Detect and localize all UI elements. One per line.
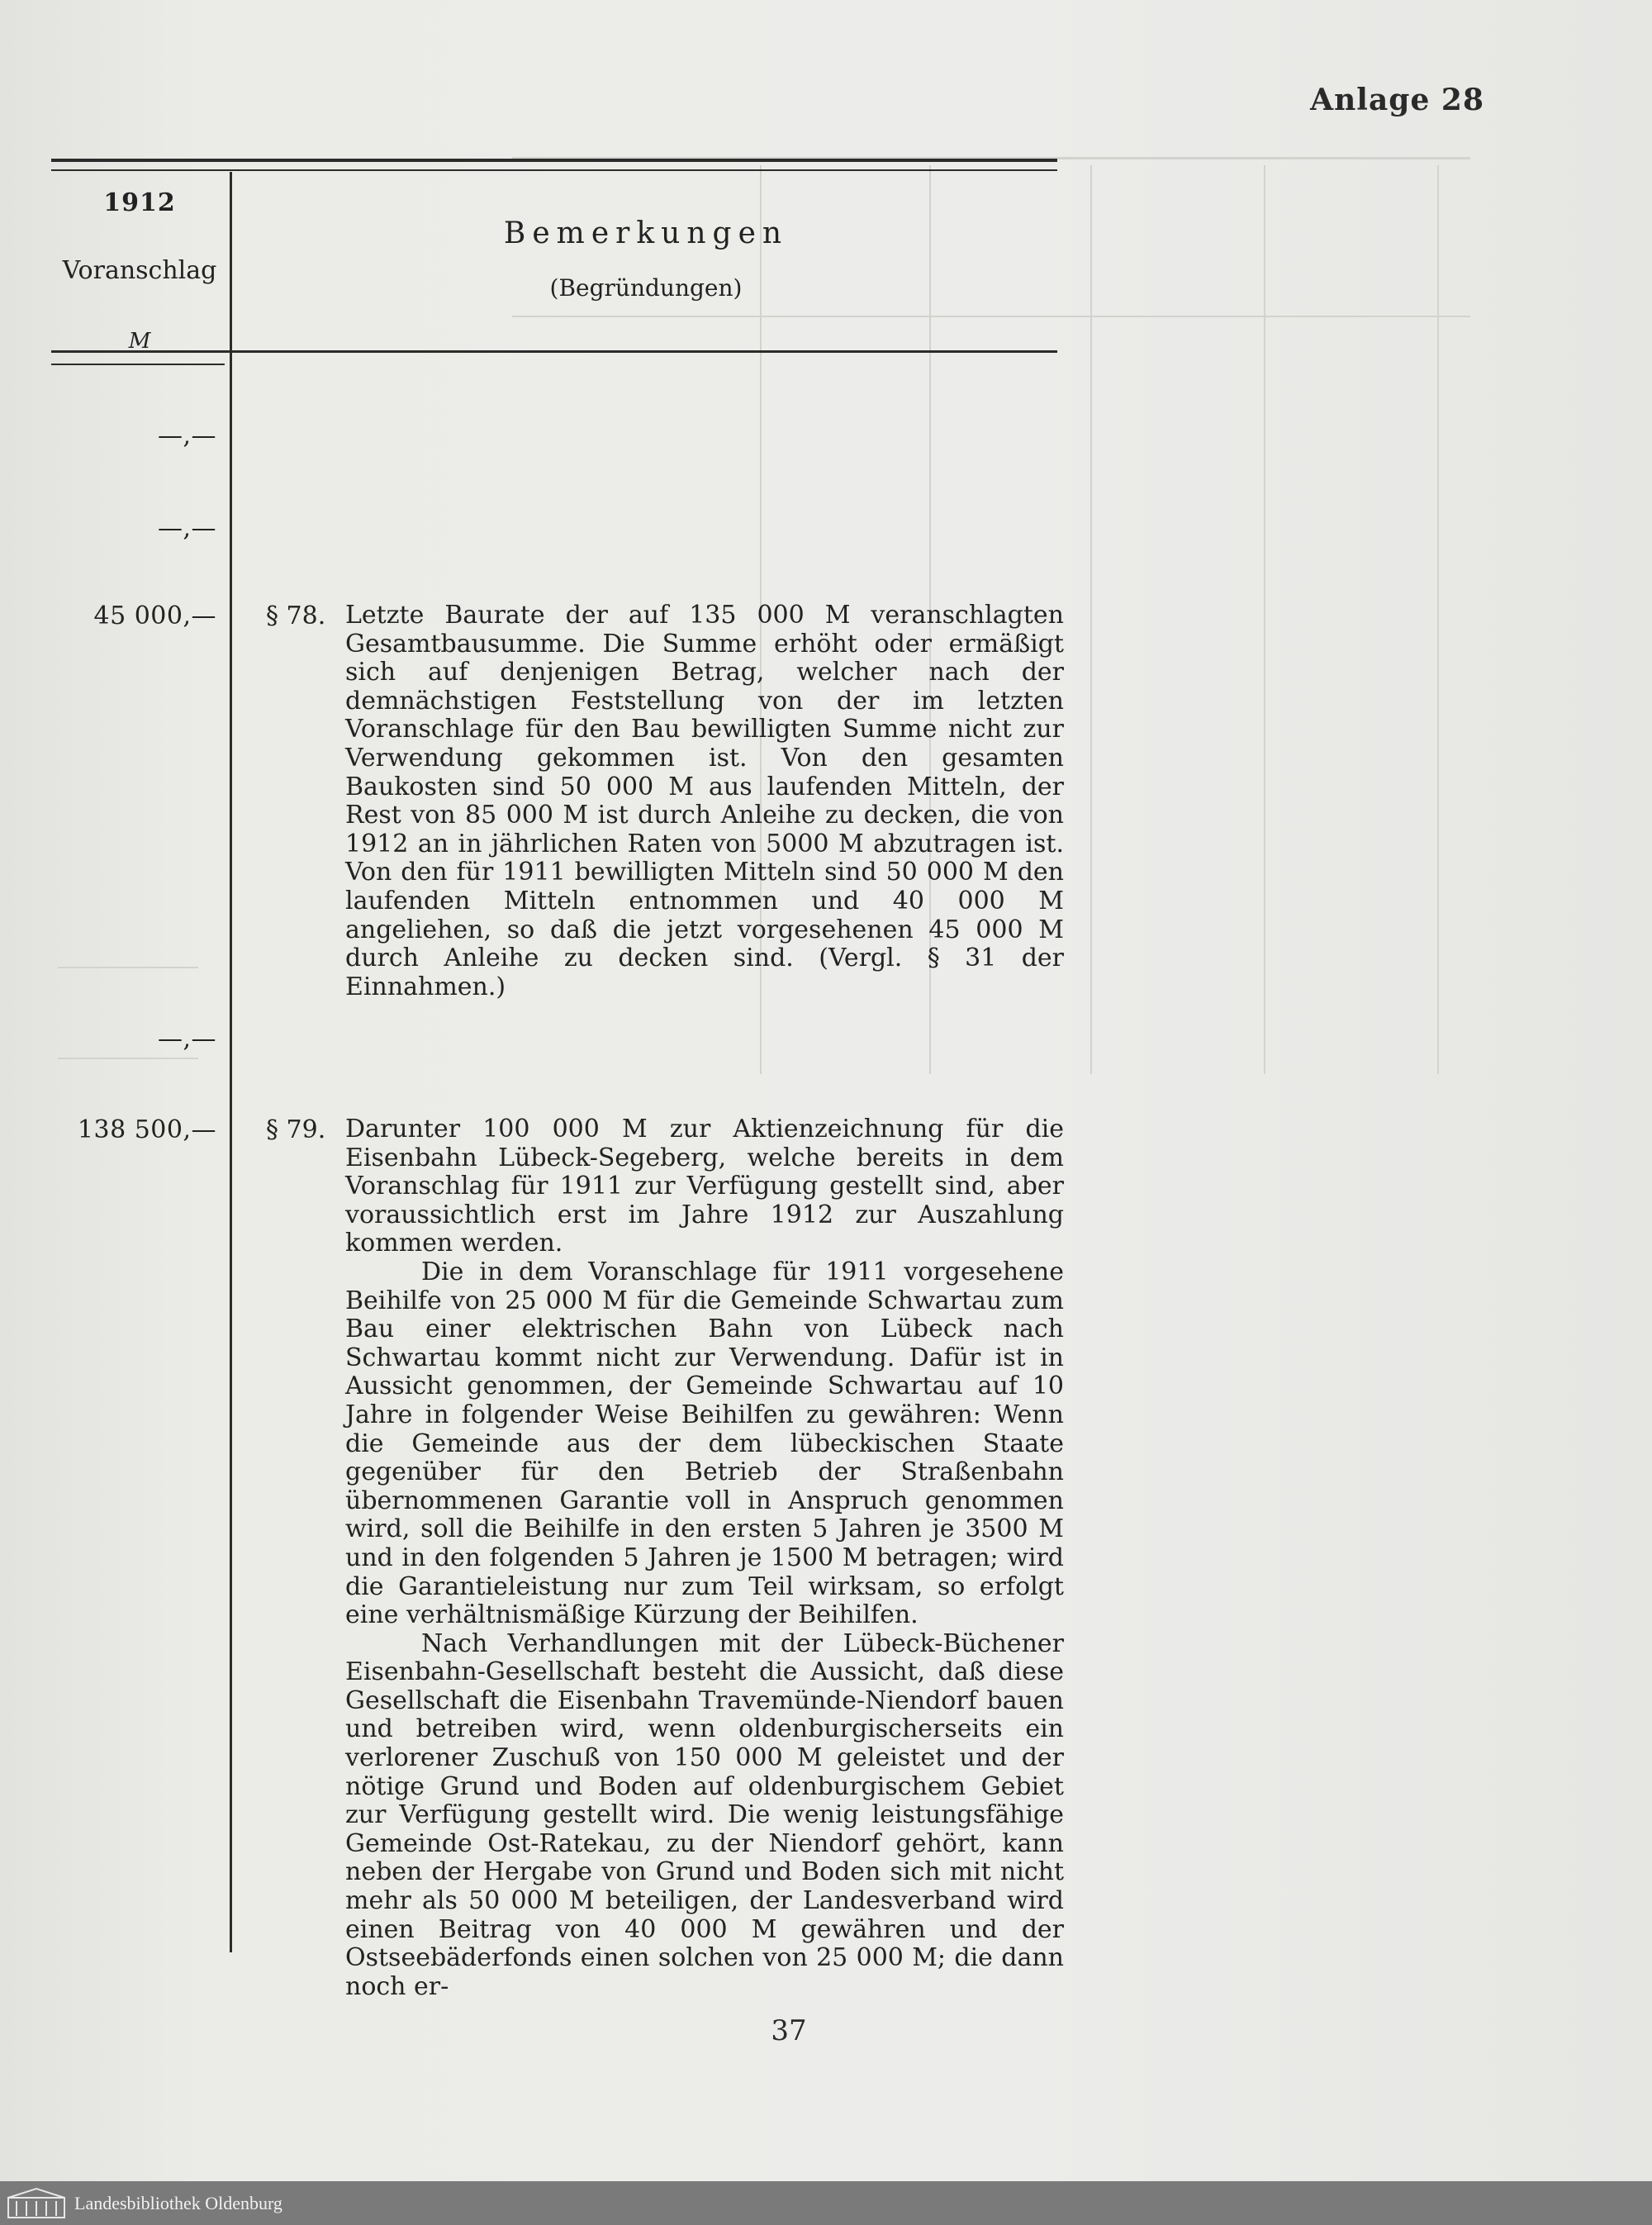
amount-cell: —,— [157, 1025, 216, 1053]
amount-cell: 45 000,— [93, 601, 216, 630]
header-top-rule [51, 159, 1057, 162]
amount-cell: —,— [157, 421, 216, 450]
ghost-rule [1090, 165, 1092, 1074]
library-building-icon [7, 2186, 66, 2219]
remarks-paragraph: Nach Verhandlungen mit der Lübeck-Büchener Eisenbahn-Gesellschaft besteht die Aussicht, daß diese Gesellschaft die Eisenbahn Travemünde-Niendorf bauen und betreiben wird, wenn oldenburgischerseits ein verlorener Zuschuß von 150 000 M geleistet und der nötige Grund und Boden auf oldenburgischem Gebiet zur Verfügung gestellt wird. Die wenig leistungsfähige Gemeinde Ost-Ratekau, zu der Niendorf gehört, kann neben der Hergabe von Grund und Boden sich mit nicht mehr als 50 000 M beteiligen, der Landesverband wird einen Beitrag von 40 000 M gewähren und der Ostseebäderfonds einen solchen von 25 000 M; die dann noch er- [345, 1628, 1064, 2001]
section-number: § 79. [266, 1115, 326, 1144]
ghost-rule [1437, 165, 1439, 1074]
section-number: § 78. [266, 601, 326, 630]
header-top-rule-thin [51, 169, 1057, 171]
page-number: 37 [771, 2014, 807, 2047]
remarks-column-subheading: (Begründungen) [549, 274, 743, 302]
year-heading: 1912 [103, 188, 176, 217]
ghost-rule [512, 316, 1470, 317]
header-divider [51, 364, 225, 365]
ghost-rule [58, 1058, 198, 1059]
remarks-column-heading: Bemerkungen [503, 216, 789, 250]
remarks-paragraph: Letzte Baurate der auf 135 000 M veranschlagten Gesamtbausumme. Die Summe erhöht oder ermäßigt sich auf denjenigen Betrag, welcher nach der demnächstigen Feststellung von der im letzten Voranschlage für den Bau bewilligten Summe nicht zur Verwendung gekommen ist. Von den gesamten Baukosten sind 50 000 M aus laufenden Mitteln, der Rest von 85 000 M ist durch Anleihe zu decken, die von 1912 an in jährlichen Raten von 5000 M abzutragen ist. Von den für 1911 bewilligten Mitteln sind 50 000 M den laufenden Mitteln entnommen und 40 000 M angeliehen, so daß die jetzt vorgesehenen 45 000 M durch Anleihe zu decken sind. (Vergl. § 31 der Einnahmen.) [345, 601, 1064, 1001]
appendix-label: Anlage 28 [1310, 83, 1484, 117]
ghost-rule [1264, 165, 1265, 1074]
remarks-text [345, 1115, 1064, 2001]
remarks-text [345, 601, 1064, 1001]
library-footer-bar [0, 2181, 1652, 2225]
remarks-paragraph: Darunter 100 000 M zur Aktienzeichnung für die Eisenbahn Lübeck-Segeberg, welche bereits in dem Voranschlag für 1911 zur Verfügung gestellt sind, aber voraussichtlich erst im Jahre 1912 zur Auszahlung kommen werden. [345, 1115, 1064, 1258]
ghost-rule [58, 967, 198, 968]
remarks-paragraph: Die in dem Voranschlage für 1911 vorgesehene Beihilfe von 25 000 M für die Gemeinde Schwartau zum Bau einer elektrischen Bahn von Lübeck nach Schwartau kommt nicht zur Verwendung. Dafür ist in Aussicht genommen, der Gemeinde Schwartau auf 10 Jahre in folgender Weise Beihilfen zu gewähren: Wenn die Gemeinde aus der dem lübeckischen Staate gegenüber für den Betrieb der Straßenbahn übernommenen Garantie voll in Anspruch genommen wird, soll die Beihilfe in den ersten 5 Jahren je 3500 M und in den folgenden 5 Jahren je 1500 M betragen; wird die Garantieleistung nur zum Teil wirksam, so erfolgt eine verhältnismäßige Kürzung der Beihilfen. [345, 1257, 1064, 1630]
estimate-column-heading: Voranschlag [62, 256, 217, 285]
amount-cell: —,— [157, 514, 216, 543]
library-name: Landesbibliothek Oldenburg [74, 2193, 282, 2213]
column-divider [230, 172, 232, 1952]
amount-cell: 138 500,— [77, 1115, 216, 1144]
currency-unit: M [128, 329, 151, 354]
